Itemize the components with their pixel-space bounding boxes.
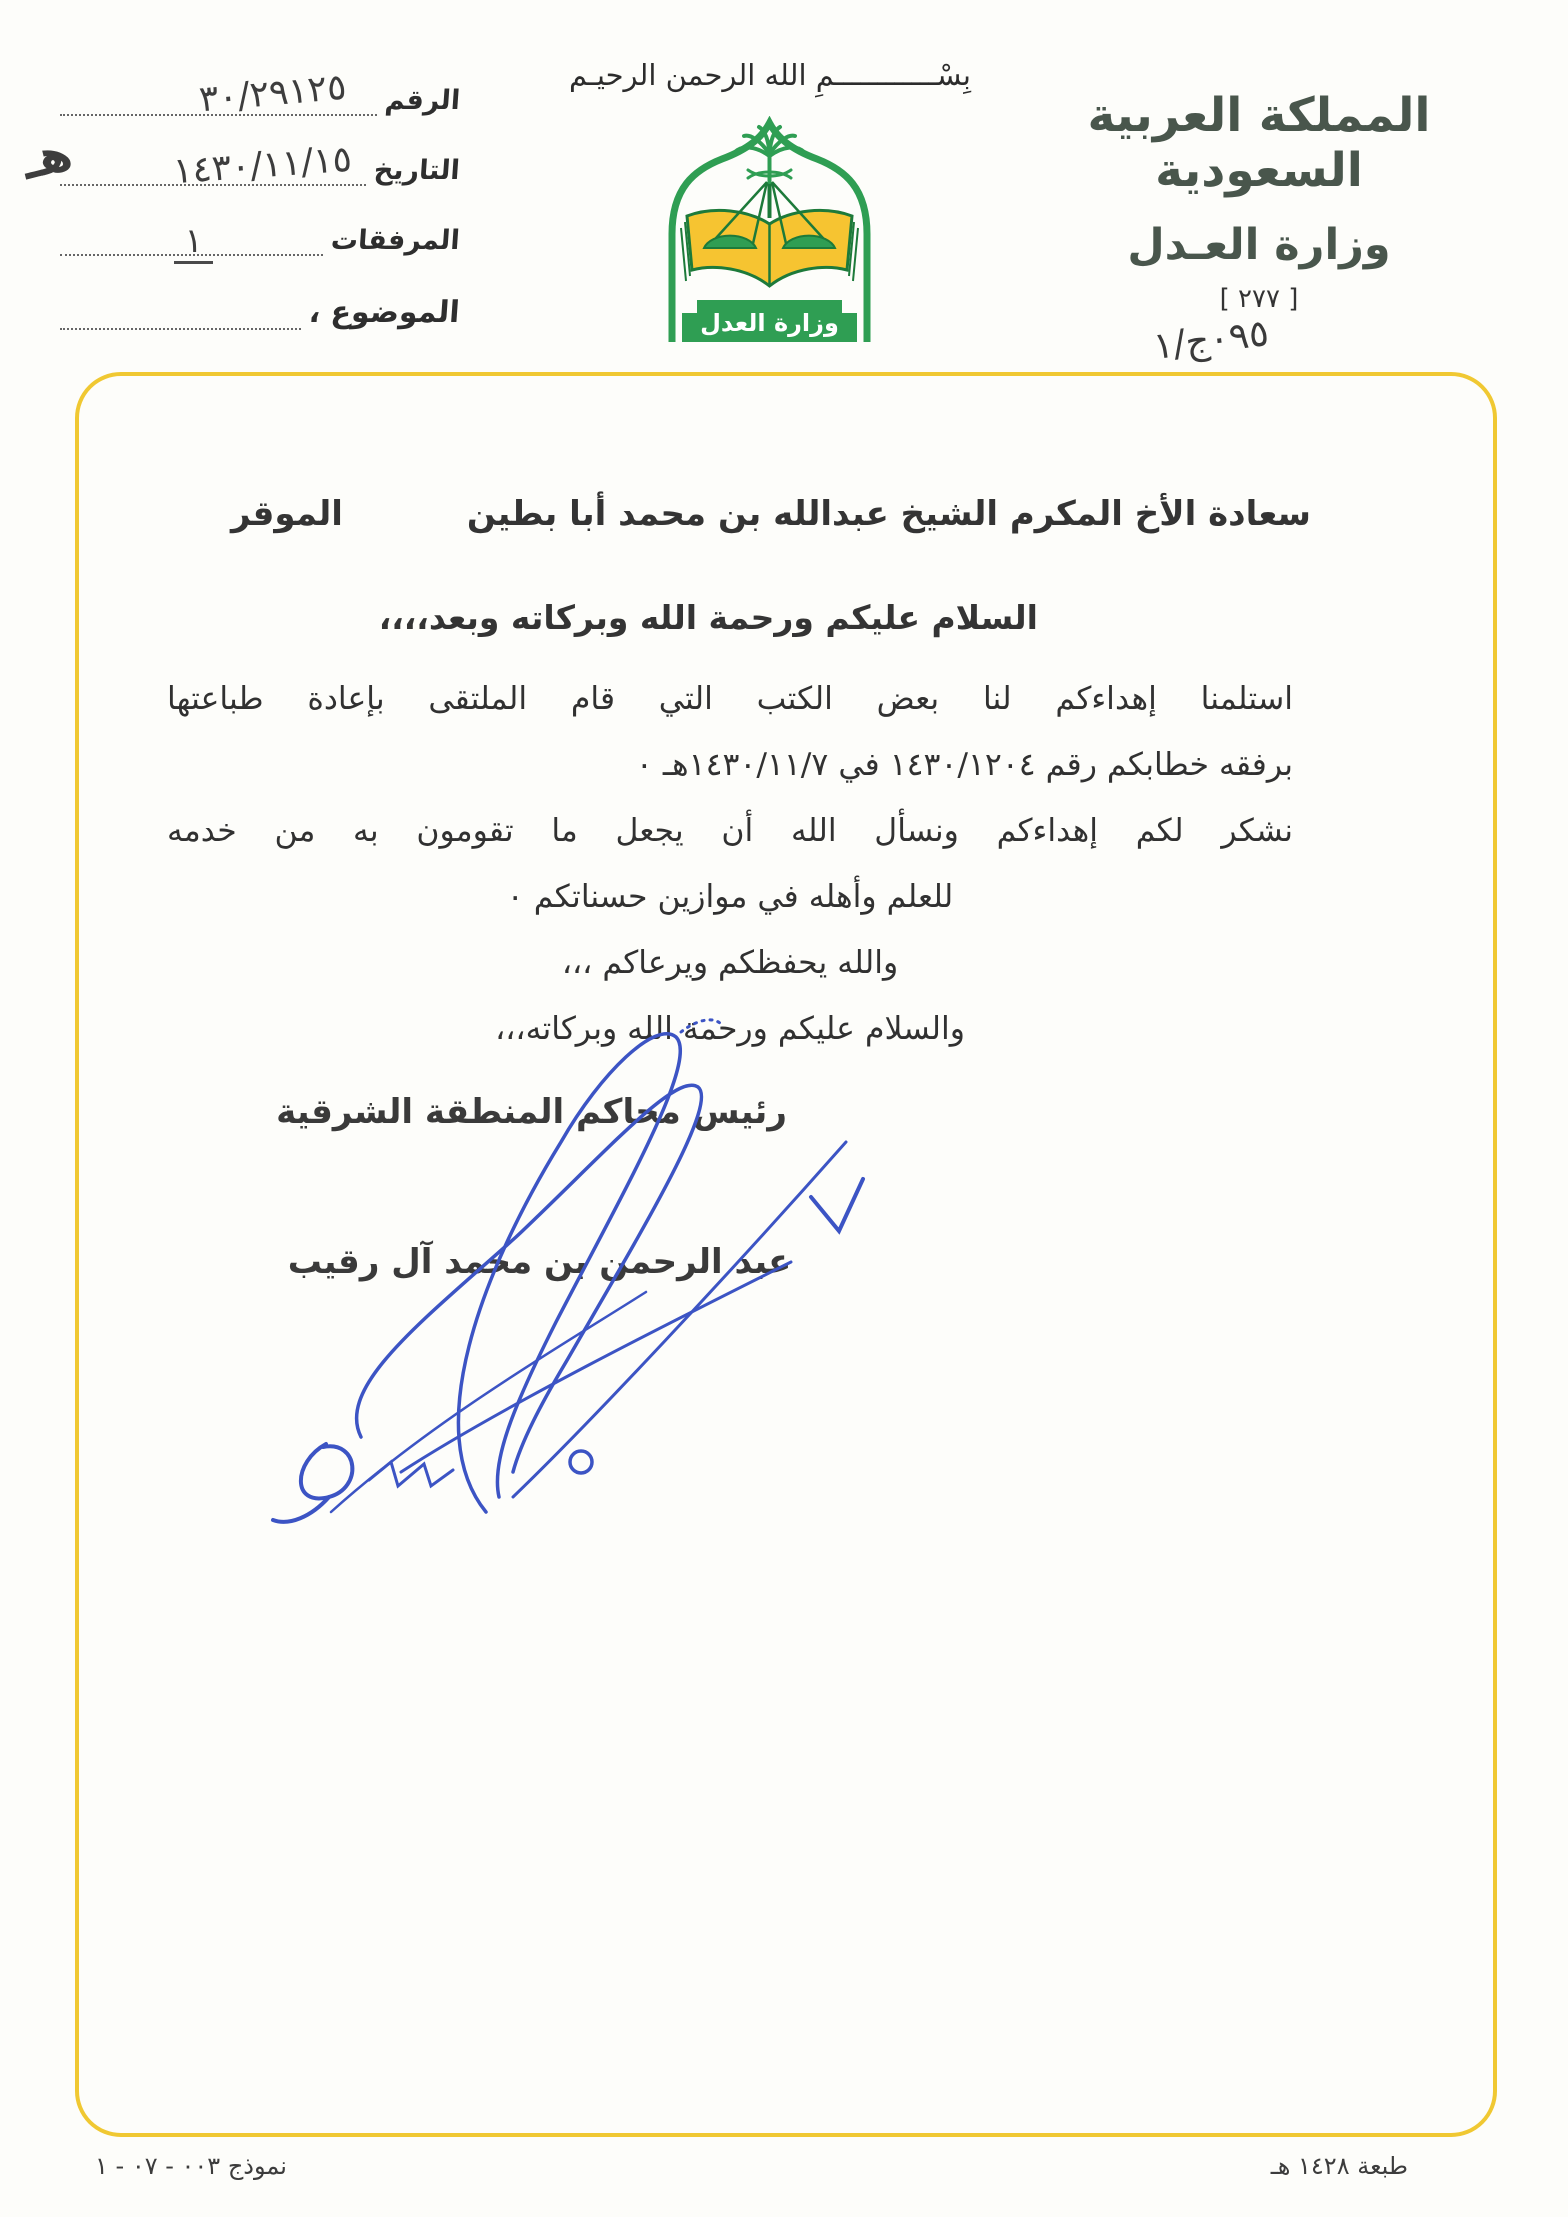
date-dotted-line (60, 128, 366, 193)
recipient-honorific: الموقر (231, 494, 343, 534)
recipient-name: سعادة الأخ المكرم الشيخ عبدالله بن محمد أبا بطين (466, 494, 1311, 534)
field-number (60, 58, 462, 121)
closing-line: والله يحفظكم ويرعاكم ،،، (561, 945, 899, 981)
number-dotted-line (60, 58, 377, 121)
signer-name: عبد الرحمن بن محمد آل رقيب (287, 1242, 792, 1282)
kingdom-title: المملكة العربية السعودية (1087, 88, 1431, 198)
field-subject (60, 272, 460, 330)
letter-body (167, 666, 1293, 1062)
ministry-of-justice-logo-icon (652, 116, 887, 344)
body-line: للعلم وأهله في موازين حسناتكم ٠ (506, 879, 954, 915)
attachments-dotted-line (60, 198, 323, 261)
letter-frame (75, 372, 1497, 2137)
footer-print-edition: طبعة ١٤٢٨ هـ (1270, 2152, 1408, 2180)
footer-form-number: نموذج ٠٠٣ - ٠٧ - ١ (95, 2152, 287, 2180)
body-line: استلمنا إهداءكم لنا بعض الكتب التي قام الملتقى بإعادة طباعتها (167, 681, 1293, 717)
signer-title: رئيس محاكم المنطقة الشرقية (276, 1092, 787, 1132)
recipient-line (79, 494, 1493, 534)
subject-dotted-line (60, 272, 301, 330)
bismillah-calligraphy: بِسْــــــــــــمِ الله الرحمن الرحيـم (569, 58, 971, 92)
number-handwritten-value: ٣٠/٢٩١٢٥ (197, 66, 349, 121)
attachments-label: المرفقات (330, 225, 462, 256)
body-line: برفقه خطابكم رقم ١٤٣٠/١٢٠٤ في ١٤٣٠/١١/٧هـ ٠ (635, 747, 1293, 783)
body-line: نشكر لكم إهداءكم ونسأل الله أن يجعل ما تقومون به من خدمه (167, 813, 1293, 849)
hijri-symbol: هـ (15, 124, 78, 192)
attachments-handwritten-value: ١ (174, 221, 212, 264)
logo-palm-tree (735, 127, 804, 182)
salutation-line: السلام عليكم ورحمة الله وبركاته وبعد،،،، (378, 598, 1038, 637)
field-attachments (60, 198, 462, 261)
file-number-handwritten: ١/ج٠٩٥ (1150, 311, 1272, 368)
field-date (60, 128, 462, 193)
subject-label: الموضوع ، (308, 295, 462, 330)
header-fields (15, 52, 462, 352)
letterhead-right (985, 88, 1533, 368)
ministry-title: وزارة العـدل (1127, 220, 1391, 270)
logo-band-text: وزارة العدل (700, 309, 839, 337)
date-handwritten-value: ١٤٣٠/١١/١٥ (172, 138, 354, 193)
date-label: التاريخ (373, 155, 462, 186)
number-label: الرقم (383, 85, 462, 116)
closing-line: والسلام عليكم ورحمة الله وبركاته،،، (495, 1011, 965, 1047)
bracket-code: [ ٢٧٧ ] (1219, 284, 1299, 314)
